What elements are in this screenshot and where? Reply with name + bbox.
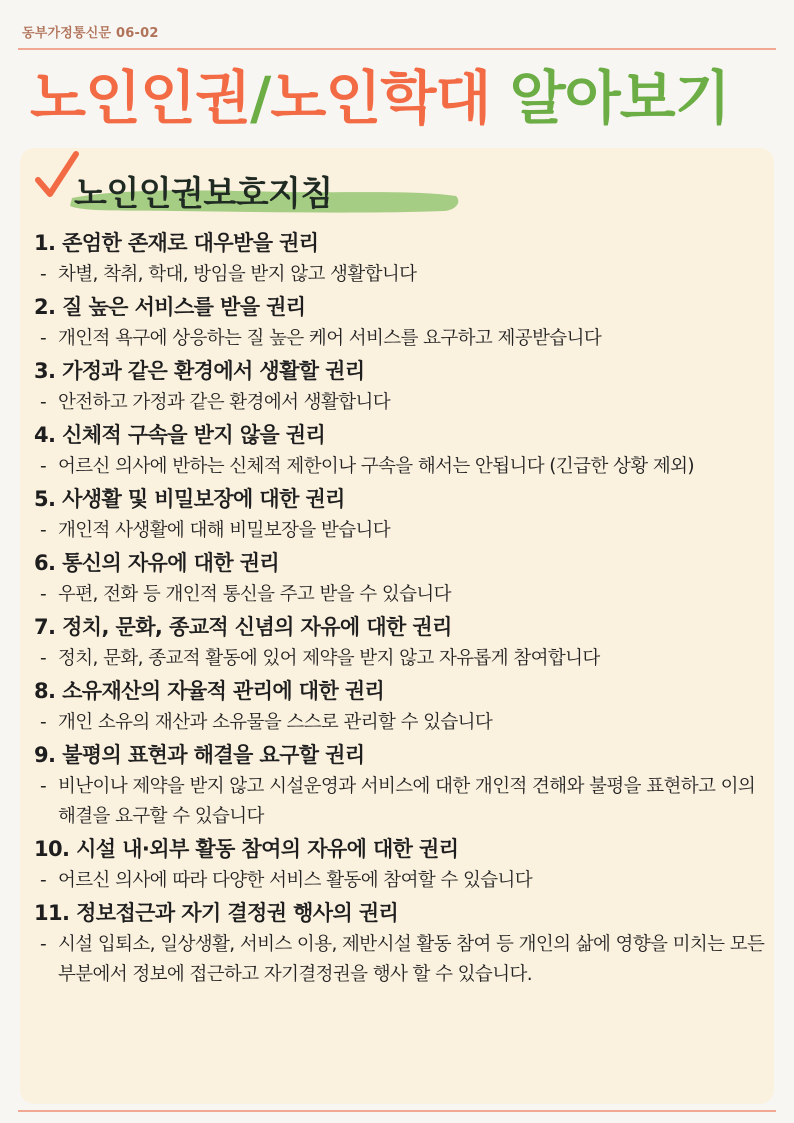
right-title: 2. 질 높은 서비스를 받을 권리 bbox=[34, 295, 306, 319]
right-title: 1. 존엄한 존재로 대우받을 권리 bbox=[34, 231, 319, 255]
title-part-abuse: 노인학대 bbox=[270, 64, 491, 132]
top-divider bbox=[18, 48, 776, 50]
section-title: 노인인권보호지침 bbox=[74, 174, 333, 214]
right-description: - 어르신 의사에 따라 다양한 서비스 활동에 참여할 수 있습니다 bbox=[40, 870, 533, 891]
right-description: - 개인적 욕구에 상응하는 질 높은 케어 서비스를 요구하고 제공받습니다 bbox=[40, 328, 602, 349]
right-title: 9. 불평의 표현과 해결을 요구할 권리 bbox=[34, 743, 365, 767]
list-item bbox=[34, 896, 769, 990]
list-item bbox=[34, 354, 769, 418]
right-title: 7. 정치, 문화, 종교적 신념의 자유에 대한 권리 bbox=[34, 615, 452, 639]
rights-list bbox=[34, 226, 769, 990]
list-item bbox=[34, 546, 769, 610]
right-title: 6. 통신의 자유에 대한 권리 bbox=[34, 551, 280, 575]
right-title: 4. 신체적 구속을 받지 않을 권리 bbox=[34, 423, 326, 447]
list-item bbox=[34, 482, 769, 546]
list-item bbox=[34, 610, 769, 674]
right-description: - 개인 소유의 재산과 소유물을 스스로 관리할 수 있습니다 bbox=[40, 712, 493, 733]
page-title bbox=[30, 58, 770, 138]
title-part-rights: 노인인권 bbox=[30, 64, 251, 132]
right-title: 3. 가정과 같은 환경에서 생활할 권리 bbox=[34, 359, 365, 383]
title-slash: / bbox=[250, 64, 271, 132]
right-description: - 정치, 문화, 종교적 활동에 있어 제약을 받지 않고 자유롭게 참여합니다 bbox=[40, 648, 600, 669]
right-description: - 차별, 착취, 학대, 방임을 받지 않고 생활합니다 bbox=[40, 264, 417, 285]
bottom-divider bbox=[18, 1110, 776, 1112]
list-item bbox=[34, 418, 769, 482]
right-title: 10. 시설 내·외부 활동 참여의 자유에 대한 권리 bbox=[34, 837, 459, 861]
right-description: - 비난이나 제약을 받지 않고 시설운영과 서비스에 대한 개인적 견해와 불평을 표현하고 이의 해결을 요구할 수 있습니다 bbox=[40, 776, 756, 827]
list-item bbox=[34, 290, 769, 354]
right-description: - 어르신 의사에 반하는 신체적 제한이나 구속을 해서는 안됩니다 (긴급한 상황 제외) bbox=[40, 456, 694, 477]
right-description: - 안전하고 가정과 같은 환경에서 생활합니다 bbox=[40, 392, 391, 413]
right-description: - 시설 입퇴소, 일상생활, 서비스 이용, 제반시설 활동 참여 등 개인의 삶에 영향을 미치는 모든 부분에서 정보에 접근하고 자기결정권을 행사 할 수 있습니다. bbox=[40, 934, 765, 985]
right-title: 11. 정보접근과 자기 결정권 행사의 권리 bbox=[34, 901, 399, 925]
right-title: 8. 소유재산의 자율적 관리에 대한 권리 bbox=[34, 679, 385, 703]
list-item bbox=[34, 674, 769, 738]
right-description: - 개인적 사생활에 대해 비밀보장을 받습니다 bbox=[40, 520, 391, 541]
title-part-learn: 알아보기 bbox=[490, 64, 730, 132]
right-description: - 우편, 전화 등 개인적 통신을 주고 받을 수 있습니다 bbox=[40, 584, 451, 605]
right-title: 5. 사생활 및 비밀보장에 대한 권리 bbox=[34, 487, 345, 511]
list-item bbox=[34, 738, 769, 832]
section-header bbox=[34, 150, 454, 220]
list-item bbox=[34, 832, 769, 896]
newsletter-label: 동부가정통신문 06-02 bbox=[22, 26, 159, 41]
list-item bbox=[34, 226, 769, 290]
